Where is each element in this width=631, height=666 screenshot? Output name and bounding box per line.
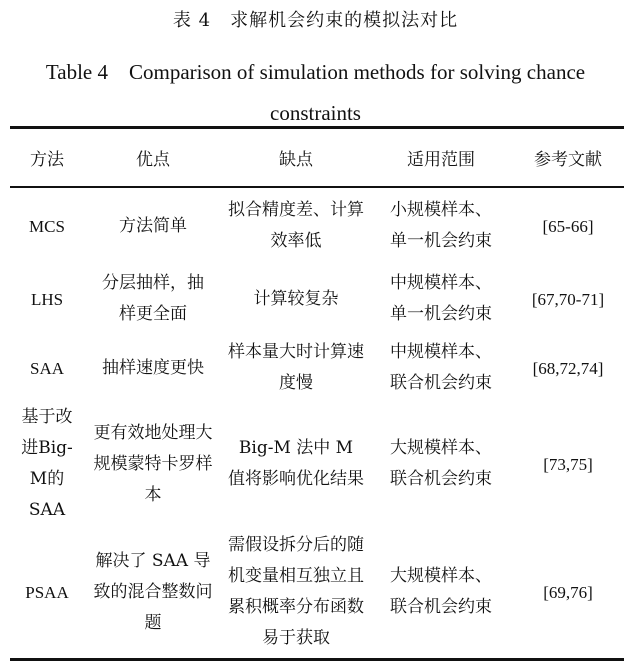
table-header-row xyxy=(10,128,624,188)
header-scope: 适用范围 xyxy=(407,150,475,170)
cell-pros: 解决了 SAA 导致的混合整数问题 xyxy=(93,550,213,633)
cell-refs: [68,72,74] xyxy=(532,358,604,378)
cell-cons: Big-M 法中 M 值将影响优化结果 xyxy=(228,438,364,489)
cell-scope: 大规模样本、联合机会约束 xyxy=(390,438,492,489)
header-refs: 参考文献 xyxy=(534,150,602,170)
cell-pros: 分层抽样，抽样更全面 xyxy=(102,273,204,324)
table-row xyxy=(10,264,624,334)
cell-method: LHS xyxy=(30,289,64,309)
cell-method: 基于改进Big-M的SAA xyxy=(21,407,73,520)
comparison-table xyxy=(10,126,624,661)
cell-refs: [73,75] xyxy=(543,454,593,474)
table-row xyxy=(10,526,624,660)
cell-pros: 方法简单 xyxy=(119,215,187,236)
cell-refs: [69,76] xyxy=(543,582,593,602)
header-pros: 优点 xyxy=(136,150,170,170)
cell-method: MCS xyxy=(29,216,65,236)
cell-refs: [67,70-71] xyxy=(531,289,605,309)
header-cons: 缺点 xyxy=(279,150,313,170)
cell-pros: 更有效地处理大规模蒙特卡罗样本 xyxy=(93,422,213,505)
cell-scope: 大规模样本、联合机会约束 xyxy=(390,566,492,617)
table-caption-chinese: 表 4 求解机会约束的模拟法对比 xyxy=(172,10,459,31)
header-method: 方法 xyxy=(30,150,64,170)
cell-scope: 小规模样本、单一机会约束 xyxy=(390,200,492,251)
cell-method: SAA xyxy=(29,358,64,378)
table-caption-english: Table 4 Comparison of simulation methods for solving chance constraints xyxy=(45,60,586,125)
cell-scope: 中规模样本、单一机会约束 xyxy=(390,273,492,324)
cell-pros: 抽样速度更快 xyxy=(102,357,204,378)
table-row xyxy=(10,334,624,402)
cell-cons: 拟合精度差、计算效率低 xyxy=(228,200,364,251)
table-row xyxy=(10,187,624,264)
table-row xyxy=(10,402,624,526)
cell-cons: 样本量大时计算速度慢 xyxy=(228,342,364,393)
cell-scope: 中规模样本、联合机会约束 xyxy=(390,342,492,393)
cell-method: PSAA xyxy=(25,582,69,602)
cell-cons: 需假设拆分后的随机变量相互独立且累积概率分布函数易于获取 xyxy=(228,535,364,648)
cell-refs: [65-66] xyxy=(542,216,594,236)
cell-cons: 计算较复杂 xyxy=(253,288,339,309)
